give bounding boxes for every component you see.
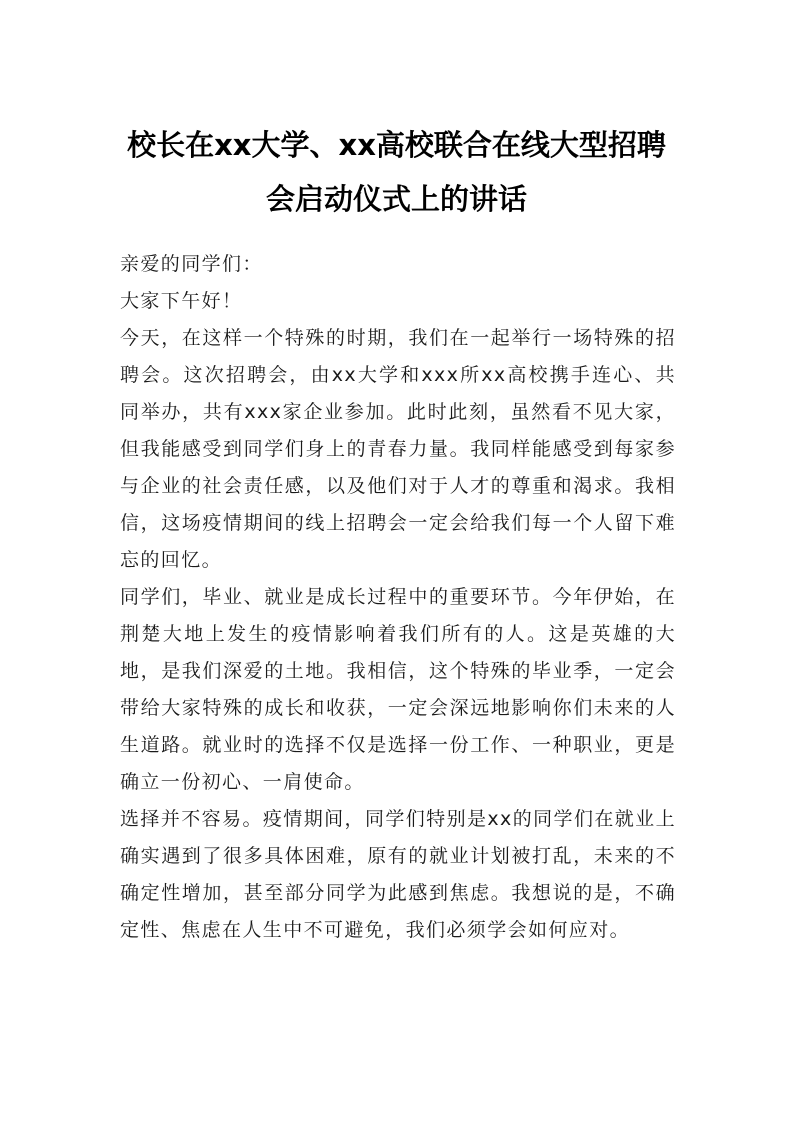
paragraph: 选择并不容易。疫情期间，同学们特别是xx的同学们在就业上确实遇到了很多具体困难，原有的就业计划被打乱，未来的不确定性增加，甚至部分同学为此感到焦虑。我想说的是，不确定性、焦虑在人生中不可避免，我们必须学会如何应对。 — [120, 808, 676, 941]
paragraph: 同学们，毕业、就业是成长过程中的重要环节。今年伊始，在荆楚大地上发生的疫情影响着我们所有的人。这是英雄的大地，是我们深爱的土地。我相信，这个特殊的毕业季，一定会带给大家特殊的成长和收获，一定会深远地影响你们未来的人生道路。就业时的选择不仅是选择一份工作、一种职业，更是确立一份初心、一肩使命。 — [120, 586, 676, 793]
title-line-2: 会启动仪式上的讲话 — [265, 182, 527, 216]
document-title — [100, 118, 693, 226]
document-body — [120, 246, 676, 949]
paragraph: 今天，在这样一个特殊的时期，我们在一起举行一场特殊的招聘会。这次招聘会，由xx大学和xxx所xx高校携手连心、共同举办，共有xxx家企业参加。此时此刻，虽然看不见大家，但我能感受到同学们身上的青春力量。我同样能感受到每家参与企业的社会责任感，以及他们对于人才的尊重和渴求。我相信，这场疫情期间的线上招聘会一定会给我们每一个人留下难忘的回忆。 — [120, 327, 676, 571]
greeting: 大家下午好！ — [120, 290, 243, 312]
salutation: 亲爱的同学们： — [120, 253, 263, 275]
title-line-1: 校长在xx大学、xx高校联合在线大型招聘 — [127, 128, 666, 162]
